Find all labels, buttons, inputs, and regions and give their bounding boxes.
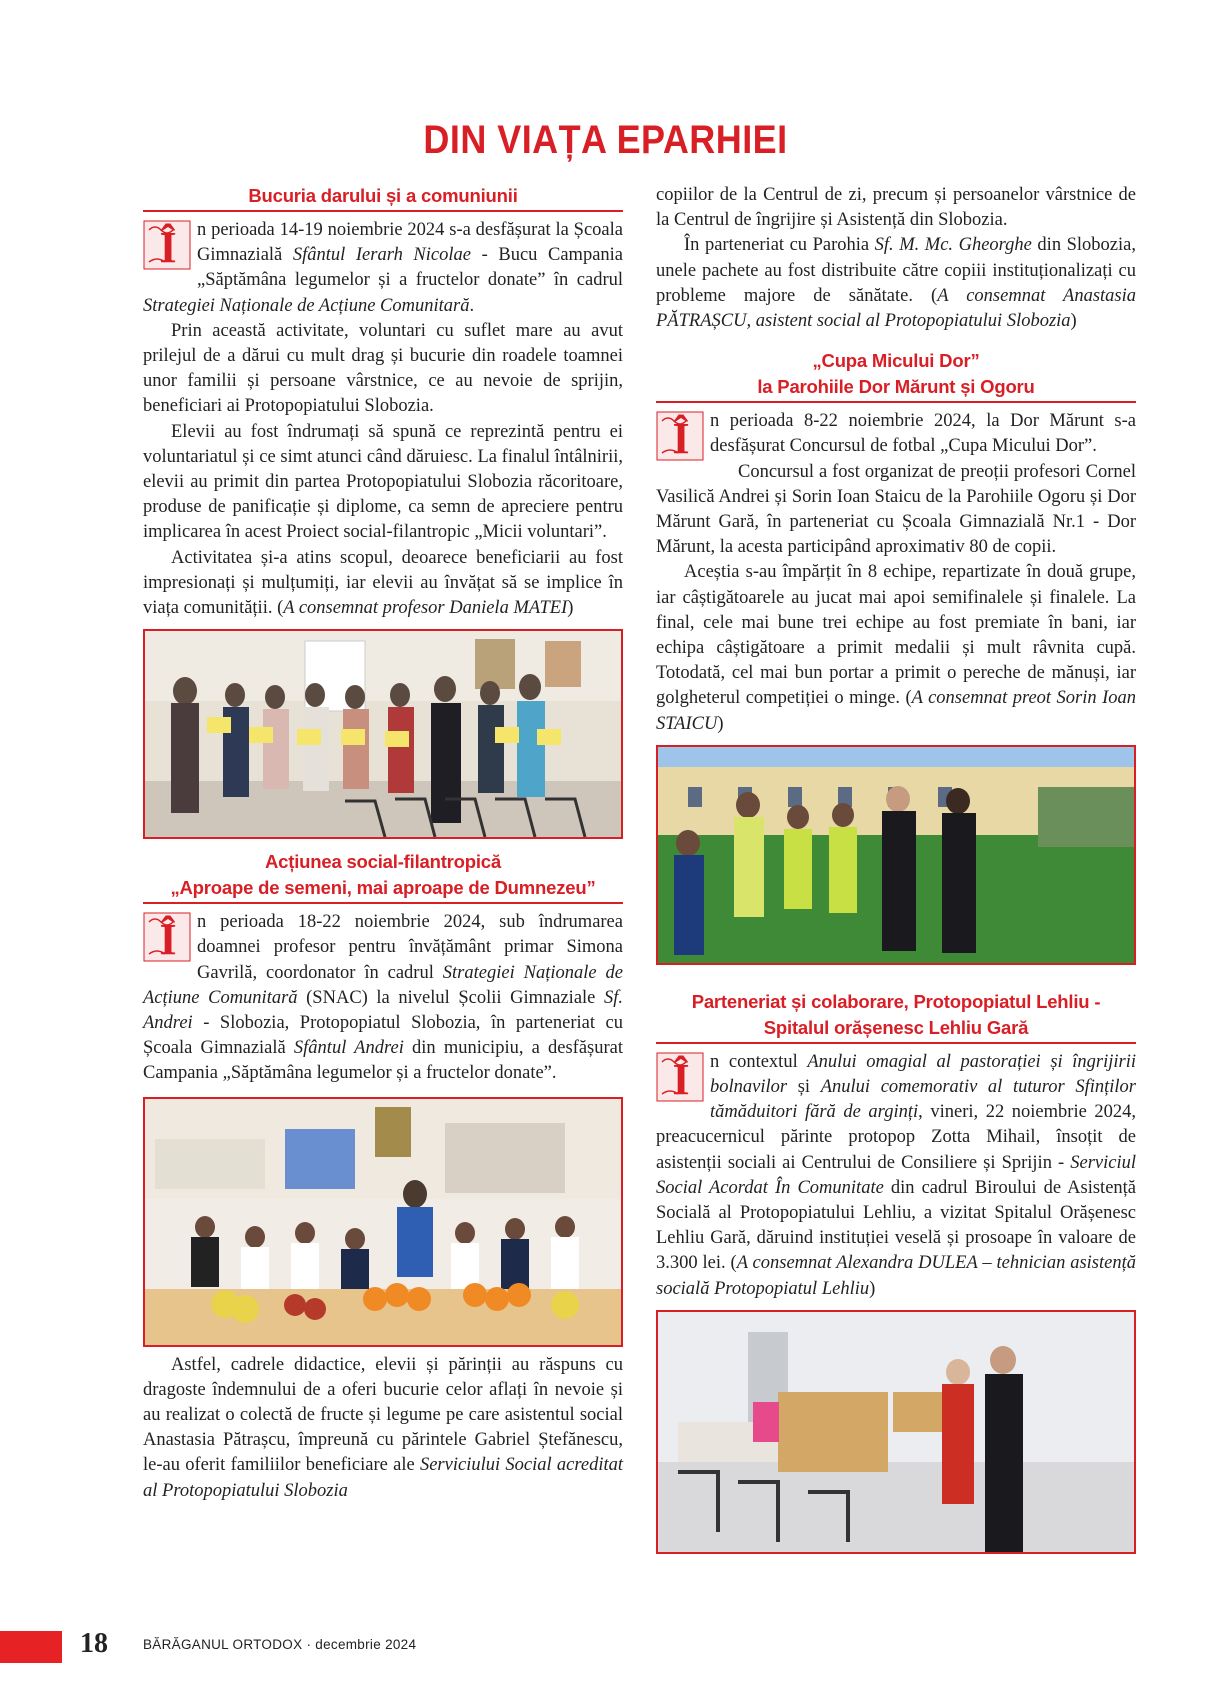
footer-color-bar [0, 1631, 62, 1663]
footer-publication: BĂRĂGANUL ORTODOX · decembrie 2024 [143, 1637, 417, 1652]
article-paragraph: Î n contextul Anului omagial al pastorației și îngrijirii bolnavilor și Anului comemorativ al tuturor Sfinților tămăduitori fără de arginți, vineri, 22 noiembrie 2024, preacucernicul părinte protopop Zotta Mihail, însoțit de asistenții sociali ai Centrului de Consiliere și Sprijin - Serviciul Social Acordat În Comunitate din cadrul Biroului de Asistență Socială al Protopopiatului Lehliu, a vizitat Spitalul Orășenesc Lehliu Gară, dăruind instituției veselă și prosoape în valoare de 3.300 lei. (A consemnat Alexandra DULEA – tehnician asistență socială Protopopiatul Lehliu) [656, 1051, 1137, 1299]
article-heading: Parteneriat și colaborare, Protopopiatul Lehliu - Spitalul orășenesc Lehliu Gară [656, 989, 1136, 1044]
dropcap-ornament [656, 411, 704, 461]
page-number: 18 [80, 1628, 108, 1659]
right-column [656, 183, 1136, 1560]
article-paragraph: copiilor de la Centrul de zi, precum și persoanelor vârstnice de la Centrul de îngrijire și Asistență din Slobozia. [656, 185, 1136, 231]
article-paragraph: Activitatea și-a atins scopul, deoarece beneficiarii au fost impresionați și mulțumiți, iar elevii au învățat să se implice în viața comunității. (A consemnat profesor Daniela MATEI) [143, 547, 623, 619]
photo-football-cup [656, 745, 1136, 965]
photo-children-fruits [143, 1097, 623, 1347]
svg-text:Î: Î [159, 223, 177, 270]
article-paragraph: În parteneriat cu Parohia Sf. M. Mc. Gheorghe din Slobozia, unele pachete au fost distribuite către copiii instituționalizați cu probleme majore de sănătate. (A consemnat Anastasia PĂTRAȘCU, asistent social al Protopopiatului Slobozia) [656, 235, 1137, 332]
article-heading: Bucuria darului și a comuniunii [143, 183, 623, 212]
dropcap-ornament [656, 1052, 704, 1102]
dropcap-ornament [143, 912, 191, 962]
article-paragraph: Astfel, cadrele didactice, elevii și părinții au răspuns cu dragoste îndemnului de a oferi bucurie celor aflați în nevoie și au realizat o colectă de fructe și legume pe care asistentul social Anastasia Pătrașcu, împreună cu părintele Gabriel Ștefănescu, le-au oferit familiilor beneficiare ale Serviciului Social acreditat al Protopopiatului Slobozia [143, 1354, 623, 1501]
article-paragraph: Î n perioada 8-22 noiembrie 2024, la Dor Mărunt s-a desfășurat Concursul de fotbal „Cupa Micului Dor”. [656, 409, 1136, 459]
article-heading: „Cupa Micului Dor” la Parohiile Dor Mărunt și Ogoru [656, 348, 1136, 403]
article-paragraph: Elevii au fost îndrumați să spună ce reprezintă pentru ei voluntariatul și ce simt atunci când dăruiesc. La finalul întâlnirii, elevii au primit din partea Protopopiatului Slobozia răcoritoare, produse de panificație și diplome, ca semn de apreciere pentru implicarea în acest Proiect social-filantropic „Micii voluntari”. [143, 421, 623, 543]
page-title: DIN VIAȚA EPARHIEI [423, 118, 788, 162]
article-paragraph: Î n perioada 18-22 noiembrie 2024, sub îndrumarea doamnei profesor pentru învățământ primar Simona Gavrilă, coordonator în cadrul Strategiei Naționale de Acțiune Comunitară (SNAC) la nivelul Școlii Gimnaziale Sf. Andrei - Slobozia, Protopopiatul Slobozia, în parteneriat cu Școala Gimnazială Sfântul Andrei din municipiu, a desfășurat Campania „Săptămâna legumelor și a fructelor donate”. [143, 912, 624, 1084]
svg-text:Î: Î [672, 414, 690, 462]
article-paragraph: Concursul a fost organizat de preoții profesori Cornel Vasilică Andrei și Sorin Ioan Staicu de la Parohiile Ogoru și Dor Mărunt Gară, în parteneriat cu Școala Gimnazială Nr.1 - Dor Mărunt, la acesta participând aproximativ 80 de copii. [656, 461, 1136, 558]
article-paragraph: Prin această activitate, voluntari cu suflet mare au avut prilejul de a dărui cu mult drag și bucurie din roadele toamnei unor familii și persoane vârstnice, ce au nevoie de sprijin, beneficiari ai Protopopiatului Slobozia. [143, 320, 623, 417]
article-heading: Acțiunea social-filantropică „Aproape de semeni, mai aproape de Dumnezeu” [143, 849, 623, 904]
svg-text:Î: Î [159, 915, 177, 963]
dropcap-ornament [143, 220, 191, 270]
photo-hospital-donation [656, 1310, 1136, 1554]
article-paragraph: Î n perioada 14-19 noiembrie 2024 s-a desfășurat la Școala Gimnazială Sfântul Ierarh Nicolae - Bucu Campania „Săptămâna legumelor și a fructelor donate” în cadrul Strategiei Naționale de Acțiune Comunitară. [143, 220, 624, 316]
photo-volunteers-diplomas [143, 629, 623, 839]
svg-text:Î: Î [672, 1054, 690, 1102]
left-column [143, 183, 623, 1504]
article-paragraph: Aceștia s-au împărțit în 8 echipe, repartizate în două grupe, iar câștigătoarele au jucat mai apoi semifinalele și finalele. La final, cele mai bune trei echipe au fost premiate în bani, iar echipa câștigătoare a primit medalii și mult râvnita cupă. Totodată, cel mai bun portar a primit o pereche de mănuși, iar golgheterul competiției o minge. (A consemnat preot Sorin Ioan STAICU) [656, 562, 1136, 734]
